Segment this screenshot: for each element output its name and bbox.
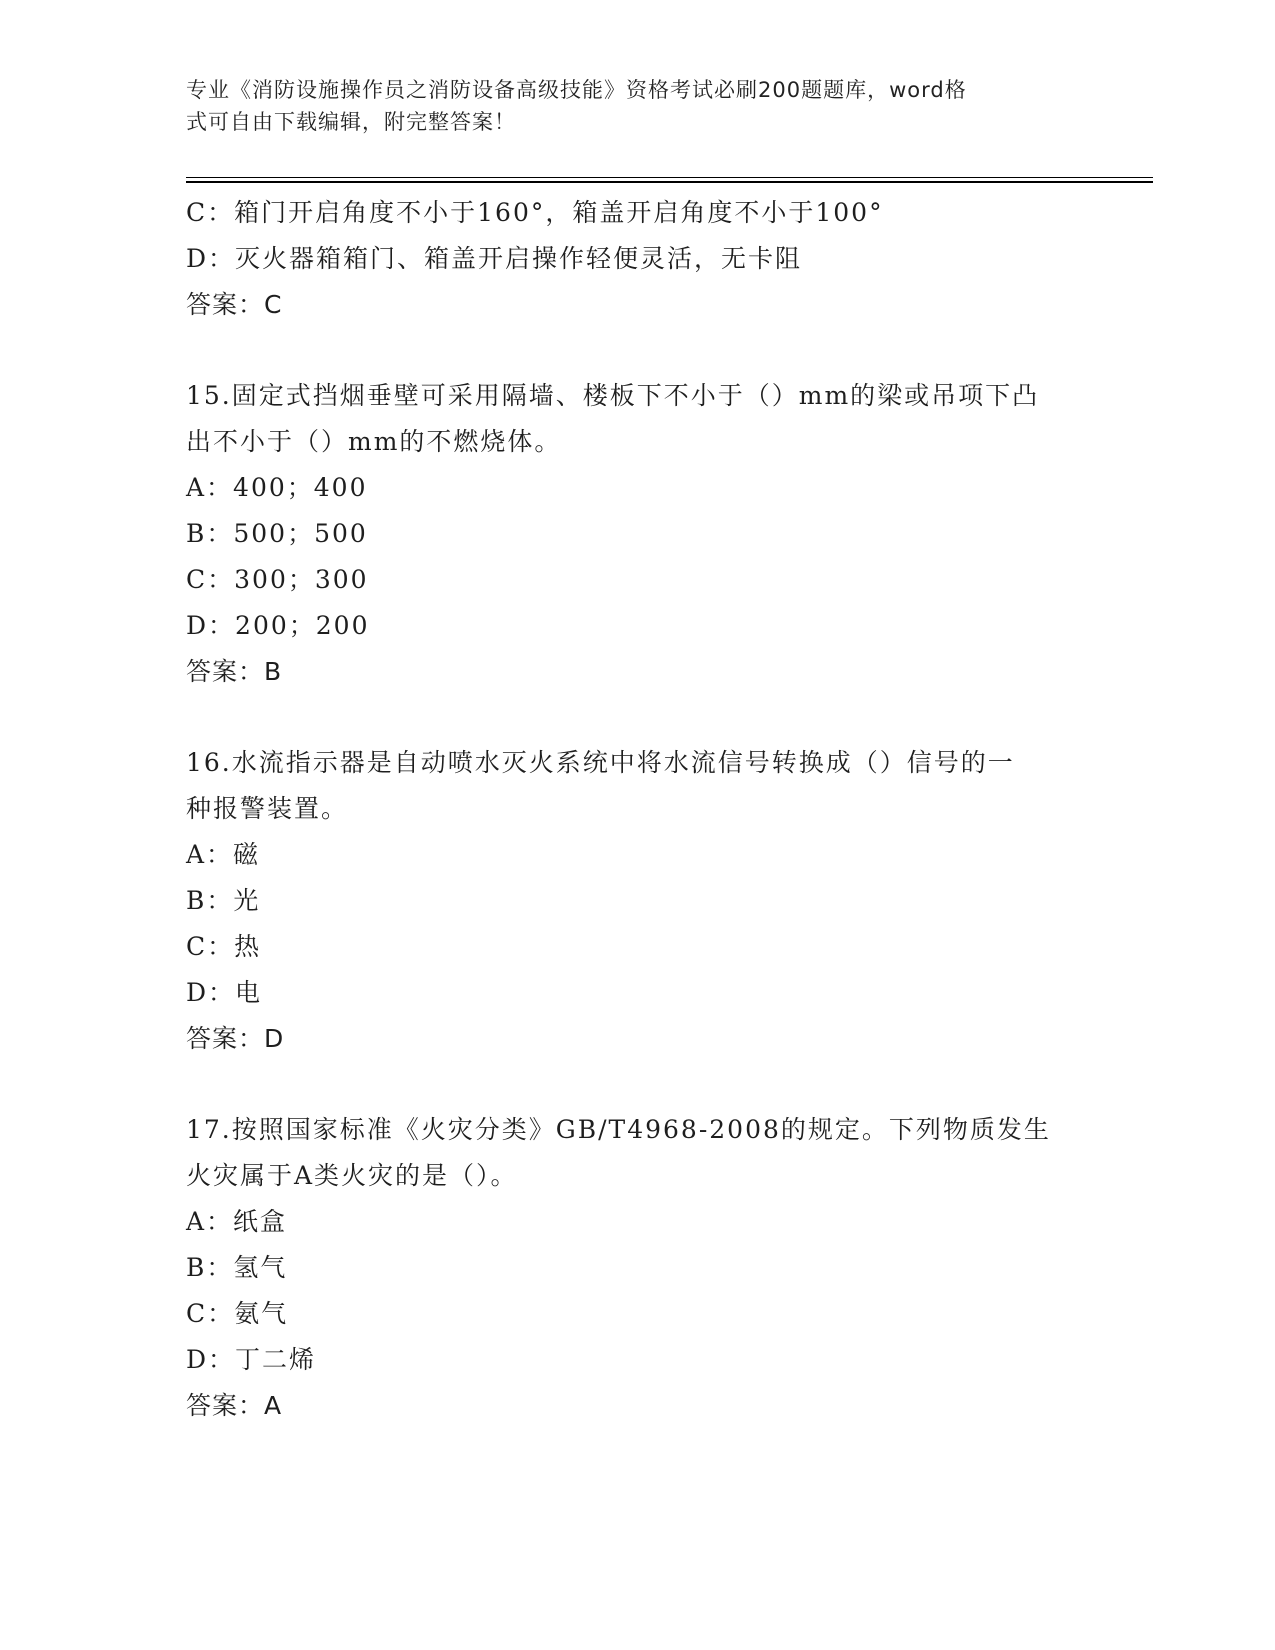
- document-header: [186, 74, 1086, 138]
- option-a: A：400；400: [186, 473, 368, 502]
- question-stem-line-1: 16.水流指示器是自动喷水灭火系统中将水流信号转换成（）信号的一: [186, 748, 1015, 777]
- option-c: C：热: [186, 932, 262, 961]
- answer: 答案：B: [186, 657, 283, 686]
- header-divider-thick: [186, 181, 1153, 183]
- option-d: D：200；200: [186, 611, 370, 640]
- question-stem-line-2: 火灾属于A类火灾的是（）。: [186, 1161, 518, 1190]
- option-d: D：灭火器箱箱门、箱盖开启操作轻便灵活，无卡阻: [186, 244, 803, 273]
- header-line-1: 专业《消防设施操作员之消防设备高级技能》资格考试必刷200题题库，word格: [186, 78, 967, 102]
- spacer: [186, 328, 1086, 373]
- answer: 答案：C: [186, 290, 283, 319]
- header-divider-thin: [186, 177, 1153, 178]
- header-line-2: 式可自由下载编辑，附完整答案！: [186, 110, 516, 134]
- question-stem-line-2: 出不小于（）mm的不燃烧体。: [186, 427, 562, 456]
- option-c: C：氨气: [186, 1299, 289, 1328]
- option-a: A：磁: [186, 840, 261, 869]
- question-17: [186, 1107, 1086, 1429]
- spacer: [186, 1062, 1086, 1107]
- spacer: [186, 695, 1086, 740]
- option-d: D：丁二烯: [186, 1345, 317, 1374]
- option-c: C：300；300: [186, 565, 369, 594]
- option-b: B：光: [186, 886, 261, 915]
- question-body: [186, 190, 1086, 1429]
- option-d: D：电: [186, 978, 263, 1007]
- question-16: [186, 740, 1086, 1062]
- question-stem-line-1: 17.按照国家标准《火灾分类》GB/T4968-2008的规定。下列物质发生: [186, 1115, 1051, 1144]
- question-stem-line-2: 种报警装置。: [186, 794, 349, 823]
- question-stem-line-1: 15.固定式挡烟垂壁可采用隔墙、楼板下不小于（）mm的梁或吊项下凸: [186, 381, 1040, 410]
- question-15: [186, 373, 1086, 695]
- option-c: C：箱门开启角度不小于160°，箱盖开启角度不小于100°: [186, 198, 884, 227]
- option-b: B：氢气: [186, 1253, 288, 1282]
- answer: 答案：A: [186, 1391, 283, 1420]
- question-14-continued: [186, 190, 1086, 328]
- answer: 答案：D: [186, 1024, 285, 1053]
- option-b: B：500；500: [186, 519, 368, 548]
- option-a: A：纸盒: [186, 1207, 288, 1236]
